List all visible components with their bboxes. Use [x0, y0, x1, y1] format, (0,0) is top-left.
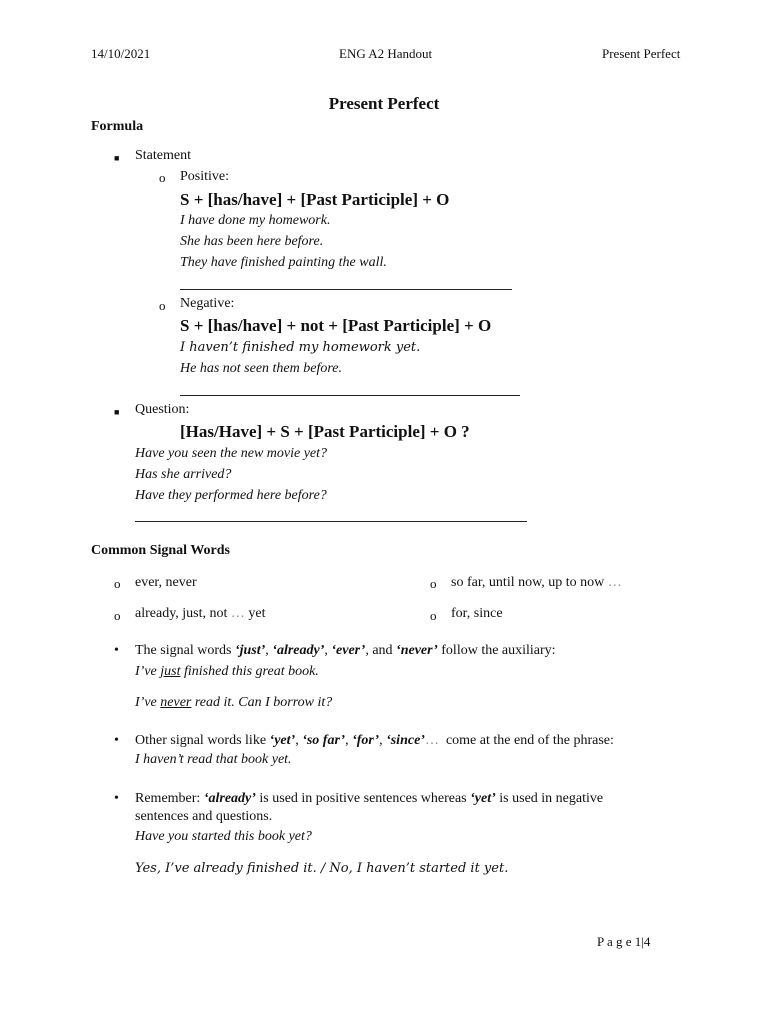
header-topic: Present Perfect: [602, 46, 681, 61]
page-title: Present Perfect: [328, 94, 440, 113]
signal-words-item: for, since: [451, 606, 503, 621]
signal-words-text: yet: [248, 606, 266, 621]
dot-bullet-icon: •: [114, 791, 119, 806]
note-already-yet: Remember: ‘already’ is used in positive sentences whereas ‘yet’ is used in negative: [135, 791, 604, 806]
positive-example: I have done my homework.: [180, 213, 331, 228]
negative-example: I haven’t finished my homework yet.: [180, 340, 421, 355]
page-number: P a g e 1|4: [597, 934, 651, 949]
positive-label: Positive:: [180, 169, 230, 184]
circle-bullet-icon: o: [114, 576, 121, 591]
positive-example: She has been here before.: [180, 234, 324, 249]
signal-words-item: ever, never: [135, 575, 197, 590]
circle-bullet-icon: o: [430, 576, 437, 591]
dot-bullet-icon: •: [114, 733, 119, 748]
signal-words-item: [451, 575, 622, 591]
negative-formula: S + [has/have] + not + [Past Participle] + O: [180, 316, 492, 335]
question-example: Have you seen the new movie yet?: [135, 446, 328, 461]
ellipsis: …: [230, 606, 245, 621]
header-date: 14/10/2021: [91, 46, 151, 61]
note-signal-words-position: The signal words ‘just’, ‘already’, ‘ever’, and ‘never’ follow the auxiliary:: [135, 643, 556, 658]
negative-example: He has not seen them before.: [180, 361, 342, 376]
note-example: I haven’t read that book yet.: [135, 752, 292, 767]
note-example: I’ve just finished this great book.: [135, 664, 319, 679]
circle-bullet-icon: o: [159, 170, 166, 185]
square-bullet-icon: ■: [114, 407, 120, 417]
divider-line: [135, 521, 527, 522]
header-course: ENG A2 Handout: [339, 46, 433, 61]
square-bullet-icon: ■: [114, 153, 120, 163]
signal-words-item: [135, 606, 266, 622]
signal-words-heading: Common Signal Words: [91, 543, 230, 558]
circle-bullet-icon: o: [159, 298, 166, 313]
negative-label: Negative:: [180, 296, 235, 311]
statement-label: Statement: [135, 148, 191, 163]
question-example: Has she arrived?: [135, 467, 232, 482]
positive-example: They have finished painting the wall.: [180, 255, 387, 270]
circle-bullet-icon: o: [114, 608, 121, 623]
question-formula: [Has/Have] + S + [Past Participle] + O ?: [180, 422, 470, 441]
divider-line: [180, 289, 512, 290]
note-already-yet-line2: sentences and questions.: [135, 809, 273, 824]
formula-heading: Formula: [91, 119, 144, 134]
ellipsis: …: [607, 575, 622, 590]
note-example: Have you started this book yet?: [135, 829, 312, 844]
note-example: Yes, I’ve already finished it. / No, I haven’t started it yet.: [135, 861, 509, 876]
question-example: Have they performed here before?: [135, 488, 327, 503]
divider-line: [180, 395, 520, 396]
circle-bullet-icon: o: [430, 608, 437, 623]
signal-words-text: so far, until now, up to now: [451, 575, 605, 590]
note-signal-words-end: Other signal words like ‘yet’, ‘so far’, ‘for’, ‘since’… come at the end of the phrase:: [135, 733, 614, 748]
signal-words-text: already, just, not: [135, 606, 228, 621]
question-label: Question:: [135, 402, 190, 417]
positive-formula: S + [has/have] + [Past Participle] + O: [180, 190, 450, 209]
note-example: I’ve never read it. Can I borrow it?: [135, 695, 333, 710]
dot-bullet-icon: •: [114, 643, 119, 658]
